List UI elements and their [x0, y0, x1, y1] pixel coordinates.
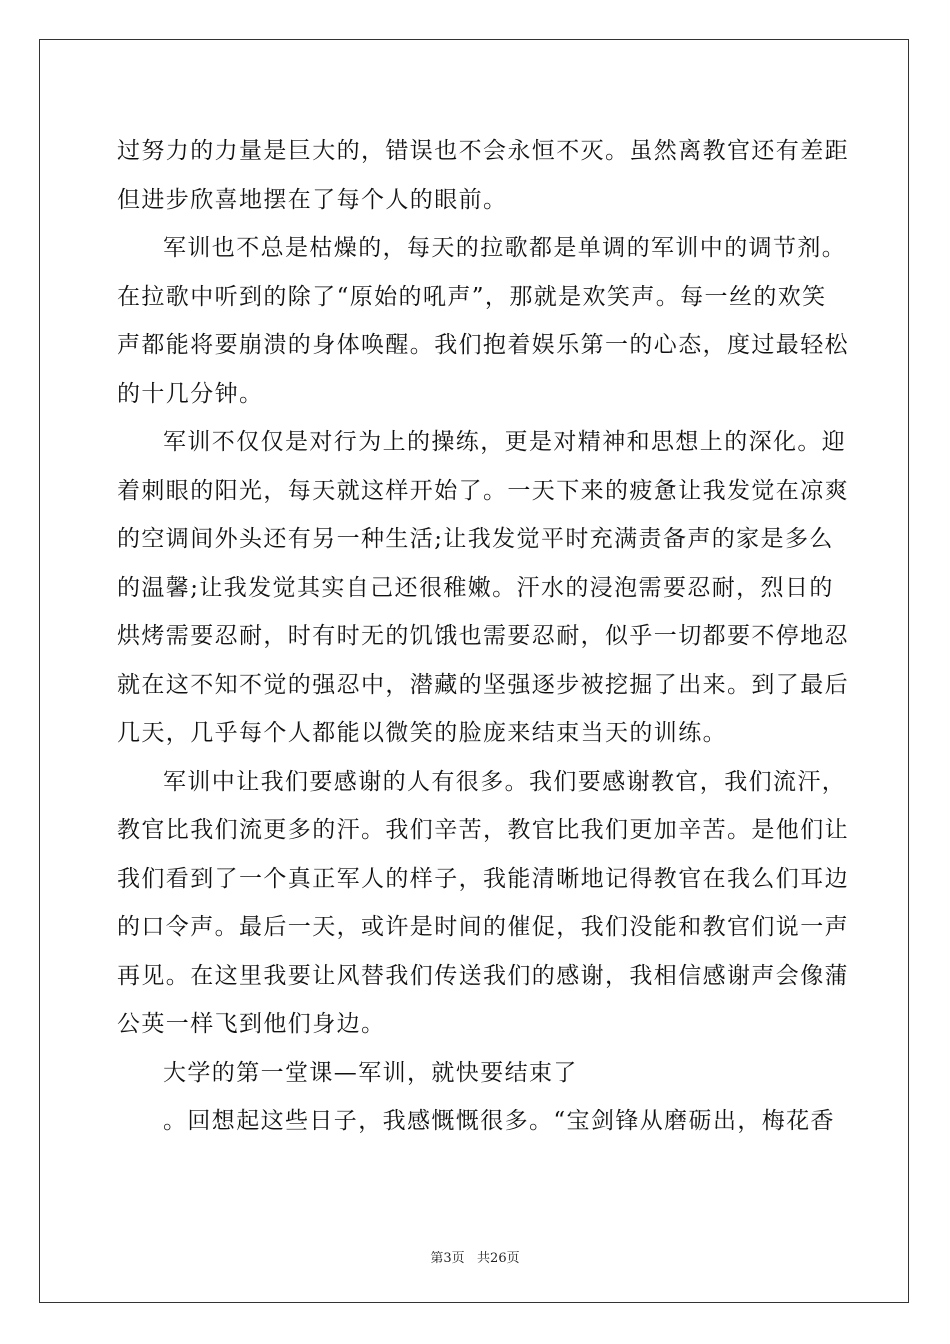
text-line: 过努力的力量是巨大的，错误也不会永恒不灭。虽然离教官还有差距 [117, 138, 849, 164]
text-line: 烘烤需要忍耐，时有时无的饥饿也需要忍耐，似乎一切都要不停地忍 [117, 623, 849, 649]
text-line: 的十几分钟。 [117, 380, 264, 407]
text-line: 再见。在这里我要让风替我们传送我们的感谢，我相信感谢声会像蒲 [117, 962, 849, 989]
text-line: 我们看到了一个真正军人的样子，我能清晰地记得教官在我么们耳边 [117, 865, 849, 892]
text-line: 在拉歌中听到的除了“原始的吼声”，那就是欢笑声。每一丝的欢笑 [117, 283, 827, 310]
page-number-footer: 第3页 共26页 [430, 1251, 520, 1266]
text-line: 的口令声。最后一天，或许是时间的催促，我们没能和教官们说一声 [117, 914, 849, 940]
document-body [117, 127, 849, 1146]
text-line: 的温馨;让我发觉其实自己还很稚嫩。汗水的浸泡需要忍耐，烈日的 [117, 574, 834, 601]
paragraph-start-line: 大学的第一堂课—军训，就快要结束了 [163, 1059, 578, 1086]
text-line: 几天，几乎每个人都能以微笑的脸庞来结束当天的训练。 [117, 720, 727, 746]
paragraph-start-line: 军训中让我们要感谢的人有很多。我们要感谢教官，我们流汗， [163, 768, 847, 795]
text-line: 公英一样飞到他们身边。 [117, 1011, 386, 1037]
text-line: 教官比我们流更多的汗。我们辛苦，教官比我们更加辛苦。是他们让 [117, 817, 849, 843]
paragraph-start-line: 军训也不总是枯燥的，每天的拉歌都是单调的军训中的调节剂。 [163, 235, 847, 261]
text-line: 着刺眼的阳光，每天就这样开始了。一天下来的疲惫让我发觉在凉爽 [117, 477, 849, 504]
paragraph-start-line: 。回想起这些日子，我感慨慨很多。“宝剑锋从磨砺出，梅花香 [163, 1108, 835, 1134]
text-line: 就在这不知不觉的强忍中，潜藏的坚强逐步被挖掘了出来。到了最后 [117, 671, 849, 698]
text-line: 声都能将要崩溃的身体唤醒。我们抱着娱乐第一的心态，度过最轻松 [117, 332, 849, 358]
paragraph-start-line: 军训不仅仅是对行为上的操练，更是对精神和思想上的深化。迎 [163, 429, 847, 455]
text-line: 的空调间外头还有另一种生活;让我发觉平时充满责备声的家是多么 [117, 526, 834, 552]
text-line: 但进步欣喜地摆在了每个人的眼前。 [117, 186, 508, 213]
